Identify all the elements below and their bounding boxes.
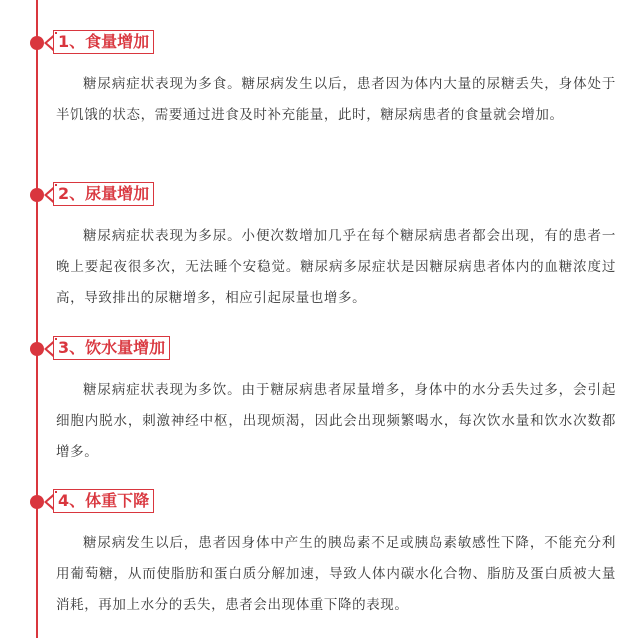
timeline-dot-icon xyxy=(30,188,44,202)
section-title: 2、尿量增加 xyxy=(53,182,154,206)
timeline-dot-icon xyxy=(30,36,44,50)
section-title: 3、饮水量增加 xyxy=(53,336,170,360)
section-body: 糖尿病症状表现为多尿。小便次数增加几乎在每个糖尿病患者都会出现，有的患者一晚上要起夜很多次，无法睡个安稳觉。糖尿病多尿症状是因糖尿病患者体内的血糖浓度过高，导致排出的尿糖增多，相应引起尿量也增多。 xyxy=(56,228,616,306)
section-body: 糖尿病发生以后，患者因身体中产生的胰岛素不足或胰岛素敏感性下降，不能充分利用葡萄糖，从而使脂肪和蛋白质分解加速，导致人体内碳水化合物、脂肪及蛋白质被大量消耗，再加上水分的丢失，患者会出现体重下降的表现。 xyxy=(56,535,616,613)
section-heading-row xyxy=(0,488,640,516)
section-heading-row xyxy=(0,181,640,209)
timeline-line xyxy=(36,0,38,638)
section-title: 1、食量增加 xyxy=(53,30,154,54)
timeline-dot-icon xyxy=(30,342,44,356)
section-heading-row xyxy=(0,335,640,363)
section-title: 4、体重下降 xyxy=(53,489,154,513)
timeline-dot-icon xyxy=(30,495,44,509)
section-body: 糖尿病症状表现为多食。糖尿病发生以后，患者因为体内大量的尿糖丢失，身体处于半饥饿的状态，需要通过进食及时补充能量，此时，糖尿病患者的食量就会增加。 xyxy=(56,76,616,123)
section-body: 糖尿病症状表现为多饮。由于糖尿病患者尿量增多，身体中的水分丢失过多，会引起细胞内脱水，刺激神经中枢，出现烦渴，因此会出现频繁喝水，每次饮水量和饮水次数都增多。 xyxy=(56,382,616,460)
section-heading-row xyxy=(0,29,640,57)
